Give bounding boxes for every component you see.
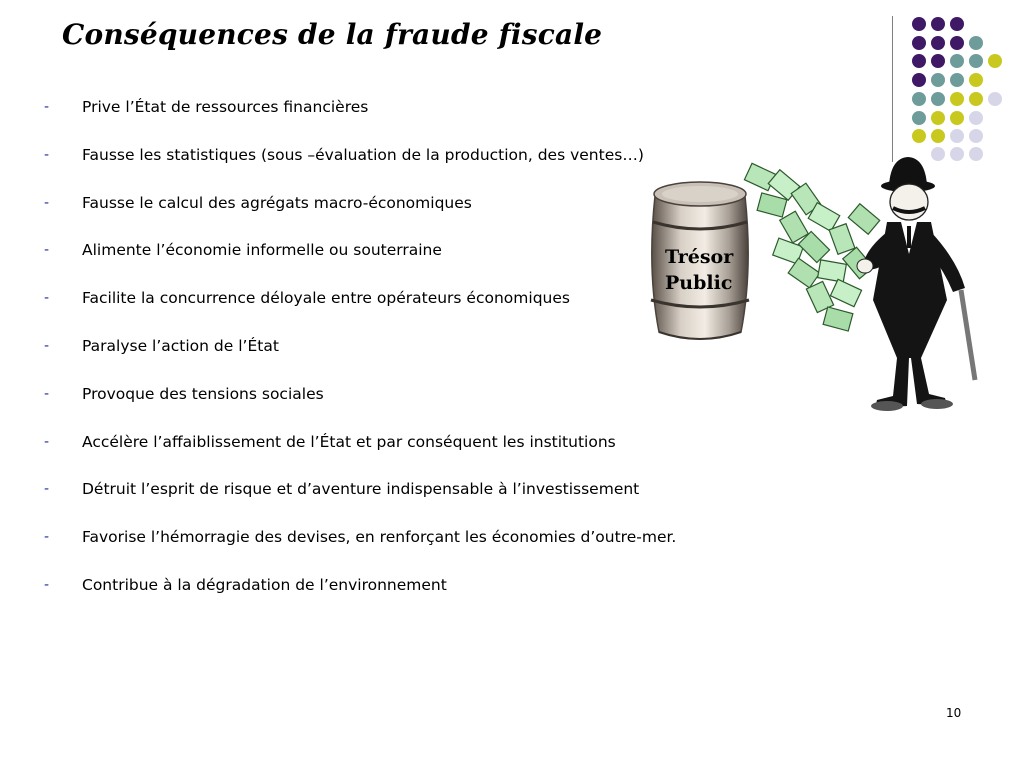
bullet-text: Alimente l’économie informelle ou souterraine [82,241,442,260]
bullet-dash: - [44,576,50,593]
dot-row-5 [912,92,1002,106]
bullet-text: Facilite la concurrence déloyale entre opérateurs économiques [82,289,570,308]
bullet-dash: - [44,385,50,402]
bullet-dash: - [44,290,50,307]
bullet-text: Provoque des tensions sociales [82,384,324,403]
bullet-dash: - [44,242,50,259]
slide-title: Conséquences de la fraude fiscale [62,18,603,51]
page-number: 10 [946,706,962,720]
decorative-divider [892,16,893,162]
bullet-dash: - [44,433,50,450]
bullet-dash: - [44,146,50,163]
dot-row-4 [912,73,983,87]
bullet-dash: - [44,481,50,498]
dot-row-1 [912,17,964,31]
bullet-text: Favorise l’hémorragie des devises, en renforçant les économies d’outre-mer. [82,528,677,547]
banknotes-image [744,163,879,331]
bullet-dash: - [44,194,50,211]
bullet-text: Contribue à la dégradation de l’environnement [82,575,447,594]
bullet-text: Accélère l’affaiblissement de l’État et par conséquent les institutions [82,432,616,451]
barrel-label [665,244,733,296]
bullet-text: Paralyse l’action de l’État [82,336,279,355]
dot-row-2 [912,36,983,50]
bullet-text: Prive l’État de ressources financières [82,98,369,116]
dot-row-6 [912,111,983,125]
barrel-label-line1: Trésor [665,246,734,268]
bullet-dash: - [44,99,50,115]
bullet-dash: - [44,529,50,546]
dot-row-3 [912,54,1002,68]
bullet-text: Fausse les statistiques (sous –évaluation de la production, des ventes…) [82,145,644,164]
bullet-text: Fausse le calcul des agrégats macro-économiques [82,193,472,212]
barrel-label-line2: Public [665,272,733,294]
dot-row-7 [912,129,983,143]
bullet-text: Détruit l’esprit de risque et d’aventure indispensable à l’investissement [82,480,640,499]
man-with-bowler-hat-image [857,157,975,411]
bullet-dash: - [44,337,50,354]
